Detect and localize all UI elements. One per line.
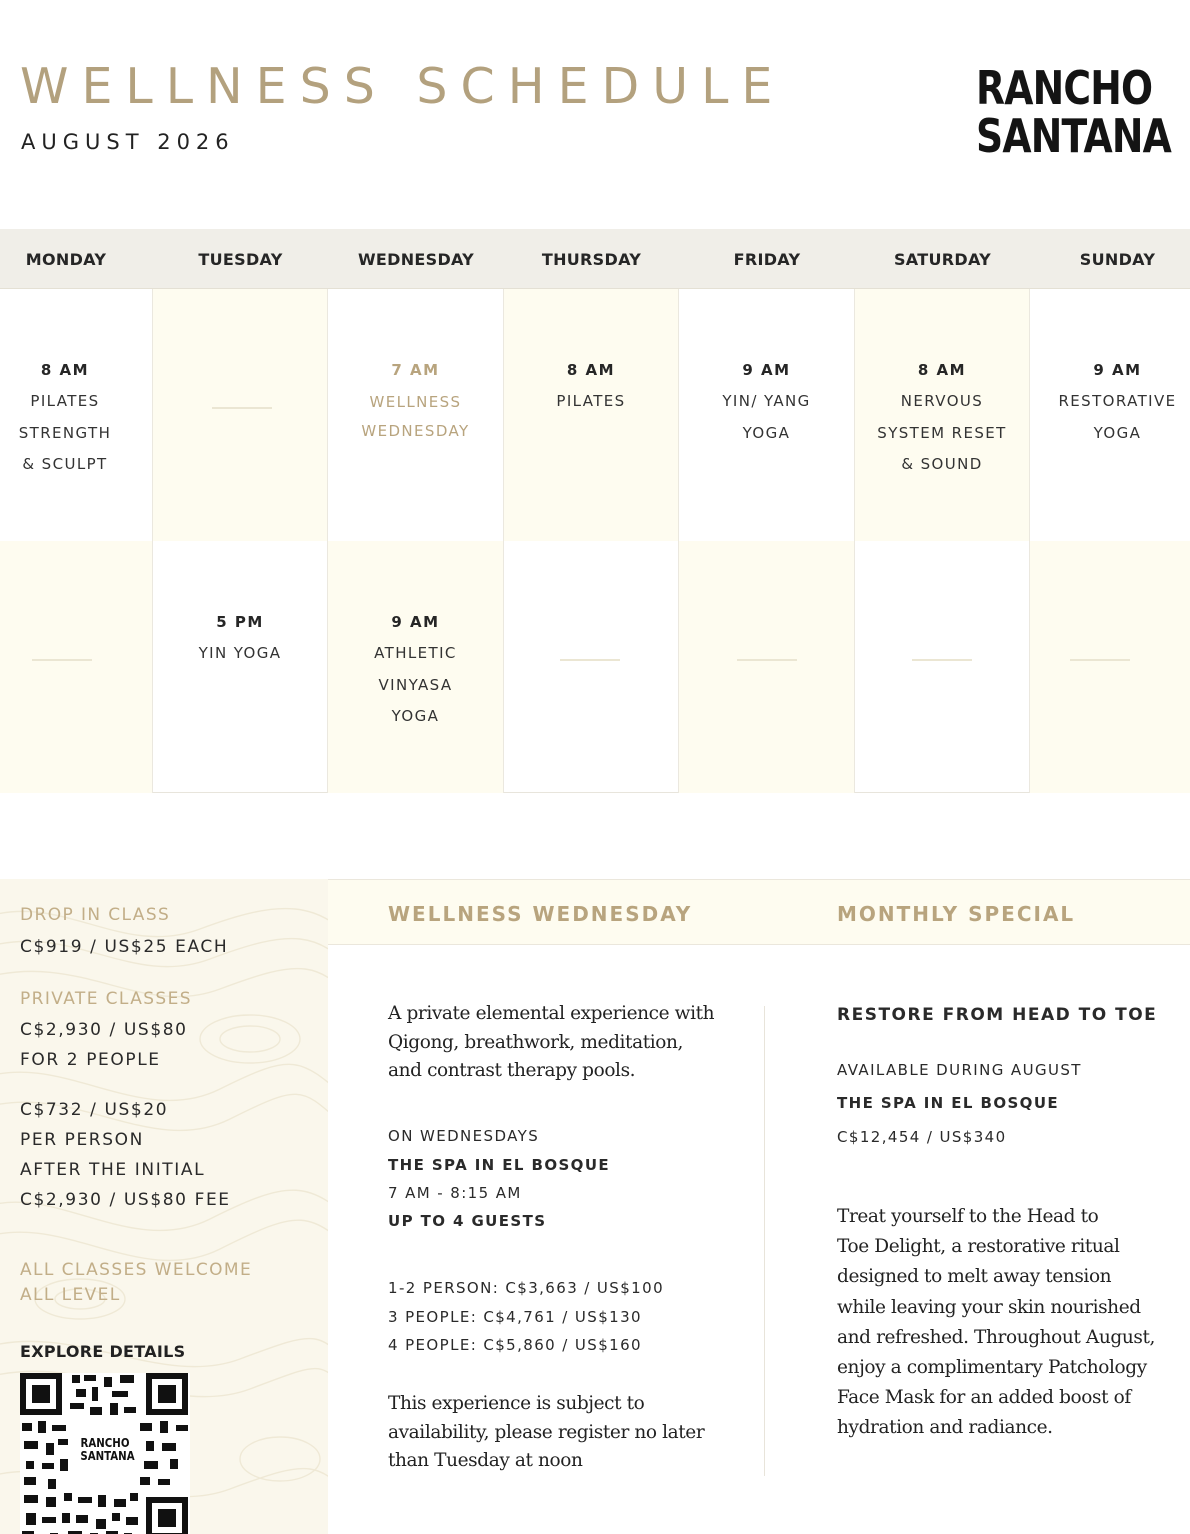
wellness-wednesday-note: This experience is subject to availability, please register no later than Tuesday at noon [388,1393,705,1471]
day-thursday: THURSDAY [541,250,642,269]
class-name: WELLNESS WEDNESDAY [361,393,470,440]
page-title: WELLNESS SCHEDULE [20,58,786,115]
monthly-special-title: MONTHLY SPECIAL [837,902,1076,926]
cell-saturday-1 [855,289,1030,541]
cell-tuesday-1 [153,289,328,541]
empty-slot-dash [212,407,272,409]
schedule-grid [0,289,1190,793]
class-time: 7 AM [391,361,440,379]
monthly-special-headline: RESTORE FROM HEAD TO TOE [837,1005,1158,1025]
qr-center-logo: RANCHO SANTANA [80,1436,135,1463]
class-time: 9 AM [1093,361,1142,379]
empty-slot-dash [32,659,92,661]
cell-sunday-2 [1030,541,1190,793]
wellness-wednesday-prices: 1-2 PERSON: C$3,663 / US$100 3 PEOPLE: C$4,761 / US$130 4 PEOPLE: C$5,860 / US$160 [388,1279,665,1354]
wellness-wednesday-location: THE SPA IN EL BOSQUE [388,1156,611,1174]
class-name: ATHLETIC VINYASA YOGA [374,644,457,725]
day-saturday: SATURDAY [893,250,991,269]
cell-sunday-1 [1030,289,1190,541]
explore-details-label: EXPLORE DETAILS [20,1342,186,1361]
cell-thursday-2 [504,541,679,793]
weekday-header [0,229,1190,289]
class-name: YIN/ YANG YOGA [722,392,811,442]
wellness-wednesday-hours: 7 AM - 8:15 AM [388,1184,522,1202]
cell-tuesday-2 [153,541,328,793]
class-name: YIN YOGA [198,644,282,662]
cell-saturday-2 [855,541,1030,793]
column-divider [764,1006,765,1476]
cell-monday-2 [0,541,153,793]
cell-friday-2 [679,541,855,793]
empty-slot-dash [1070,659,1130,661]
class-name: PILATES STRENGTH & SCULPT [18,392,112,473]
class-name: PILATES [556,392,626,410]
day-tuesday: TUESDAY [198,250,283,269]
class-name: RESTORATIVE YOGA [1058,392,1177,442]
wellness-wednesday-guests: UP TO 4 GUESTS [388,1212,547,1230]
rancho-santana-logo [976,61,1171,168]
all-levels-note: ALL CLASSES WELCOME ALL LEVEL [20,1260,253,1305]
empty-slot-dash [912,659,972,661]
class-time: 5 PM [216,613,264,631]
wellness-wednesday-when: ON WEDNESDAYS [388,1127,540,1145]
page-subtitle: AUGUST 2026 [21,130,235,154]
qr-finder [146,1497,188,1534]
day-monday: MONDAY [25,250,107,269]
class-time: 9 AM [742,361,791,379]
qr-finder [146,1373,188,1415]
qr-code[interactable] [20,1373,190,1534]
empty-slot-dash [737,659,797,661]
class-time: 9 AM [391,613,440,631]
cell-wednesday-1 [328,289,504,541]
class-time: 8 AM [566,361,616,379]
class-time: 8 AM [40,361,90,379]
cell-monday-1 [0,289,153,541]
drop-in-label: DROP IN CLASS [20,905,171,925]
qr-finder [20,1373,62,1415]
cell-wednesday-2 [328,541,504,793]
wellness-wednesday-title: WELLNESS WEDNESDAY [388,902,693,926]
class-name: NERVOUS SYSTEM RESET & SOUND [877,392,1007,473]
monthly-special-location: THE SPA IN EL BOSQUE [837,1094,1060,1112]
day-friday: FRIDAY [733,250,801,269]
class-time: 8 AM [917,361,967,379]
additional-person-price: C$732 / US$20 PER PERSON AFTER THE INITIAL C$2,930 / US$80 FEE [20,1100,231,1210]
wellness-wednesday-description: A private elemental experience with Qigong, breathwork, meditation, and contrast therapy pools. [388,1003,715,1081]
empty-slot-dash [560,659,620,661]
monthly-special-description: Treat yourself to the Head to Toe Delight, a restorative ritual designed to melt away tension while leaving your skin nourished and refreshed. Throughout August, enjoy a complimentary Patchology Face Mask for an added boost of hydration and radiance. [837,1206,1155,1439]
logo-line-1: RANCHO [976,61,1153,115]
private-classes-price: C$2,930 / US$80 FOR 2 PEOPLE [20,1020,188,1070]
logo-line-2: SANTANA [976,109,1171,163]
monthly-special-price: C$12,454 / US$340 [837,1128,1007,1146]
info-section-header [328,879,1190,945]
day-sunday: SUNDAY [1079,250,1156,269]
day-wednesday: WEDNESDAY [357,250,475,269]
pricing-panel [0,879,328,1534]
cell-friday-1 [679,289,855,541]
private-classes-label: PRIVATE CLASSES [20,989,192,1009]
drop-in-price: C$919 / US$25 EACH [20,937,229,957]
monthly-special-availability: AVAILABLE DURING AUGUST [837,1061,1082,1079]
cell-thursday-1 [504,289,679,541]
